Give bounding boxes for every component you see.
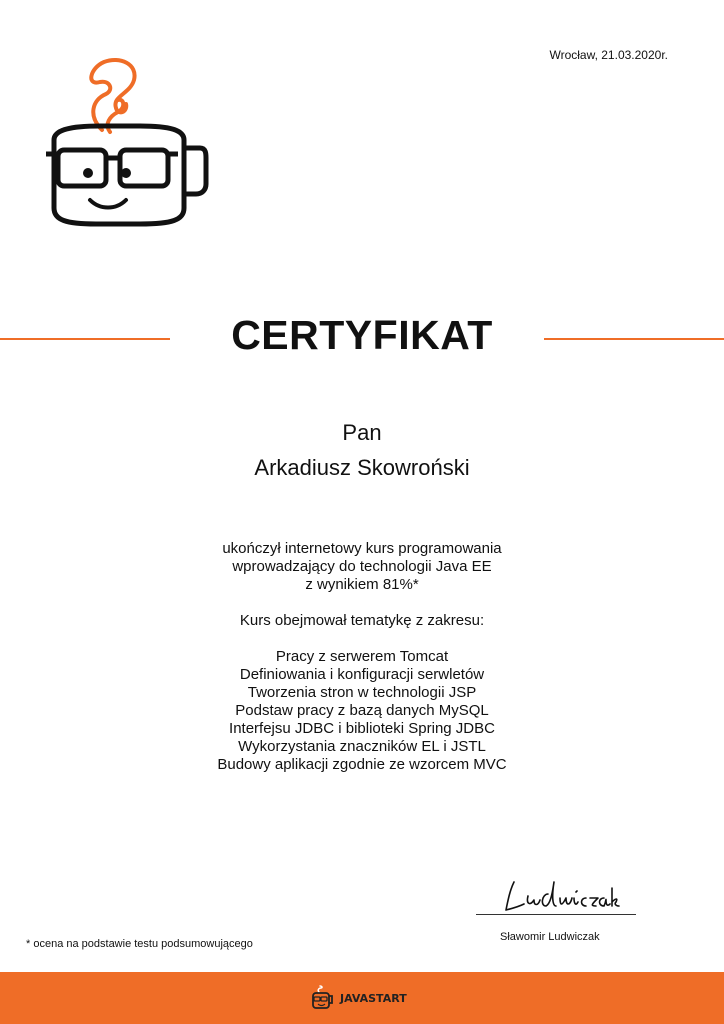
certificate-date: Wrocław, 21.03.2020r. [549, 48, 668, 62]
coffee-mug-with-glasses-icon [40, 50, 215, 235]
glasses-right-lens [120, 150, 168, 186]
topics-list [0, 648, 724, 774]
eye-left [83, 168, 93, 178]
recipient-name: Arkadiusz Skowroński [254, 455, 470, 480]
topics-intro: Kurs obejmował tematykę z zakresu: [239, 612, 485, 629]
topic-item: Interfejsu JDBC i biblioteki Spring JDBC [229, 720, 495, 737]
footnote: * ocena na podstawie testu podsumowującego [26, 938, 253, 950]
topic-item: Definiowania i konfiguracji serwletów [239, 666, 485, 683]
signatory-name: Sławomir Ludwiczak [500, 931, 600, 943]
topic-item: Wykorzystania znaczników EL i JSTL [238, 738, 486, 755]
footer-brand: JAVASTART [340, 991, 407, 1005]
mug-handle [184, 148, 206, 194]
body-line: wprowadzający do technologii Java EE [232, 558, 492, 575]
eye-right [121, 168, 131, 178]
steam-swirl [91, 60, 134, 130]
salutation: Pan [342, 420, 382, 445]
body-line: z wynikiem 81%* [305, 576, 419, 593]
topic-item: Podstaw pracy z bazą danych MySQL [235, 702, 489, 719]
glasses-left-lens [58, 150, 106, 186]
topic-item: Tworzenia stron w technologii JSP [247, 684, 477, 701]
certificate-title: CERTYFIKAT [231, 312, 493, 358]
body-line: ukończył internetowy kurs programowania [222, 540, 502, 557]
topic-item: Budowy aplikacji zgodnie ze wzorcem MVC [217, 756, 507, 773]
smile [90, 200, 126, 208]
footer-bar [0, 972, 724, 1024]
topic-item: Pracy z serwerem Tomcat [275, 648, 449, 665]
footer-mug-icon [310, 985, 336, 1011]
footer-logo [310, 984, 407, 1012]
handwritten-signature [500, 876, 620, 916]
certificate-body [0, 540, 724, 774]
signature-line [476, 914, 636, 915]
